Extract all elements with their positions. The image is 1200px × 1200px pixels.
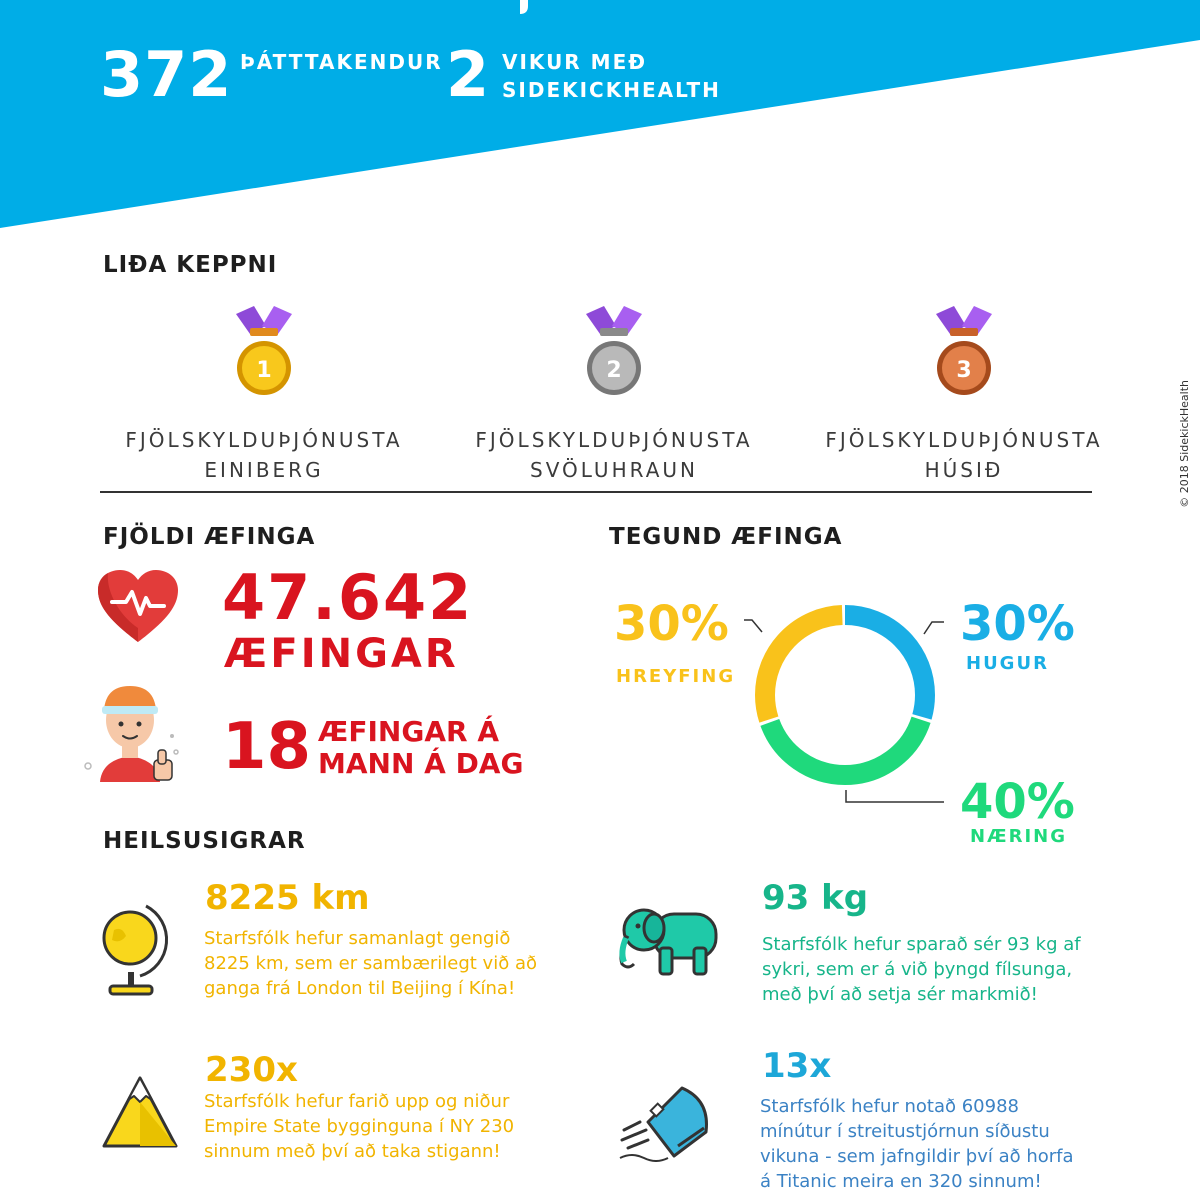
- total-exercises-label: ÆFINGAR: [224, 631, 459, 677]
- fact-stairs-text: [204, 1089, 514, 1164]
- fact-stress-line: mínútur í streitustjórnun síðustu: [760, 1121, 1050, 1142]
- team-competition-title: LIÐA KEPPNI: [103, 252, 278, 278]
- gold-rank: 1: [256, 358, 272, 383]
- fact-stairs-title: 230x: [205, 1050, 298, 1090]
- fact-sugar-line: með því að setja sér markmið!: [762, 984, 1038, 1005]
- exercise-types-title: TEGUND ÆFINGA: [609, 524, 843, 550]
- fact-stress-title: 13x: [762, 1046, 832, 1086]
- donut-leader-lines: [738, 610, 958, 810]
- fact-distance-line: ganga frá London til Beijing í Kína!: [204, 978, 516, 999]
- second-place-team: [444, 425, 784, 485]
- silver-rank: 2: [606, 358, 622, 383]
- person-thumbs-up-icon: [80, 676, 190, 786]
- third-place-line1: FJÖLSKYLDUÞJÓNUSTA: [825, 428, 1103, 452]
- fact-stress-line: á Titanic meira en 320 sinnum!: [760, 1171, 1042, 1192]
- gold-medal-icon: [224, 300, 304, 400]
- per-person-label-line2: MANN Á DAG: [318, 747, 524, 780]
- type-label-hugur: HUGUR: [966, 653, 1049, 674]
- header-banner: [0, 0, 1200, 240]
- fact-sugar-title: 93 kg: [762, 878, 869, 918]
- health-wins-title: HEILSUSIGRAR: [103, 828, 306, 854]
- bronze-rank: 3: [956, 358, 972, 383]
- fact-stress-text: [760, 1094, 1074, 1194]
- type-percent-hugur: 30%: [960, 596, 1075, 652]
- globe-icon: [100, 900, 170, 1000]
- third-place-line2: HÚSIÐ: [924, 458, 1004, 482]
- bronze-medal-icon: [924, 300, 1004, 400]
- type-percent-hreyfing: 30%: [614, 596, 729, 652]
- fact-stairs-line: Empire State bygginguna í NY 230: [204, 1116, 515, 1137]
- per-person-number: 18: [222, 710, 312, 784]
- third-place-team: [794, 425, 1134, 485]
- first-place-line2: EINIBERG: [204, 458, 324, 482]
- fact-sugar-line: sykri, sem er á við þyngd fílsunga,: [762, 959, 1073, 980]
- mountain-icon: [100, 1072, 180, 1152]
- sinking-ship-icon: [618, 1082, 718, 1162]
- fact-distance-line: Starfsfólk hefur samanlagt gengið: [204, 928, 511, 949]
- type-percent-naering: 40%: [960, 774, 1075, 830]
- participants-count: 372: [100, 38, 233, 111]
- participants-label: ÞÁTTTAKENDUR: [240, 50, 443, 74]
- fact-stress-line: vikuna - sem jafngildir því að horfa: [760, 1146, 1074, 1167]
- total-exercises-number: 47.642: [222, 561, 474, 634]
- fact-stairs-line: sinnum með því að taka stigann!: [204, 1141, 501, 1162]
- divider: [100, 491, 1092, 493]
- fact-sugar-line: Starfsfólk hefur sparað sér 93 kg af: [762, 934, 1081, 955]
- first-place-team: [94, 425, 434, 485]
- weeks-count: 2: [446, 38, 491, 111]
- fact-stress-line: Starfsfólk hefur notað 60988: [760, 1096, 1019, 1117]
- second-place-line1: FJÖLSKYLDUÞJÓNUSTA: [475, 428, 753, 452]
- fact-distance-line: 8225 km, sem er sambærilegt við að: [204, 953, 537, 974]
- fact-distance-title: 8225 km: [205, 878, 370, 918]
- weeks-label-line2: SIDEKICKHEALTH: [502, 78, 721, 102]
- weeks-label-line1: VIKUR MEÐ: [502, 50, 647, 74]
- fact-distance-text: [204, 926, 537, 1001]
- per-person-label-line1: ÆFINGAR Á: [318, 715, 499, 748]
- first-place-line1: FJÖLSKYLDUÞJÓNUSTA: [125, 428, 403, 452]
- type-label-hreyfing: HREYFING: [616, 666, 736, 687]
- heart-icon: [96, 568, 180, 646]
- silver-medal-icon: [574, 300, 654, 400]
- second-place-line2: SVÖLUHRAUN: [530, 458, 698, 482]
- elephant-icon: [614, 900, 724, 980]
- type-label-naering: NÆRING: [970, 826, 1067, 847]
- copyright-notice: © 2018 SidekickHealth: [1178, 380, 1191, 508]
- exercise-count-title: FJÖLDI ÆFINGA: [103, 524, 316, 550]
- fact-sugar-text: [762, 932, 1081, 1007]
- fact-stairs-line: Starfsfólk hefur farið upp og niður: [204, 1091, 510, 1112]
